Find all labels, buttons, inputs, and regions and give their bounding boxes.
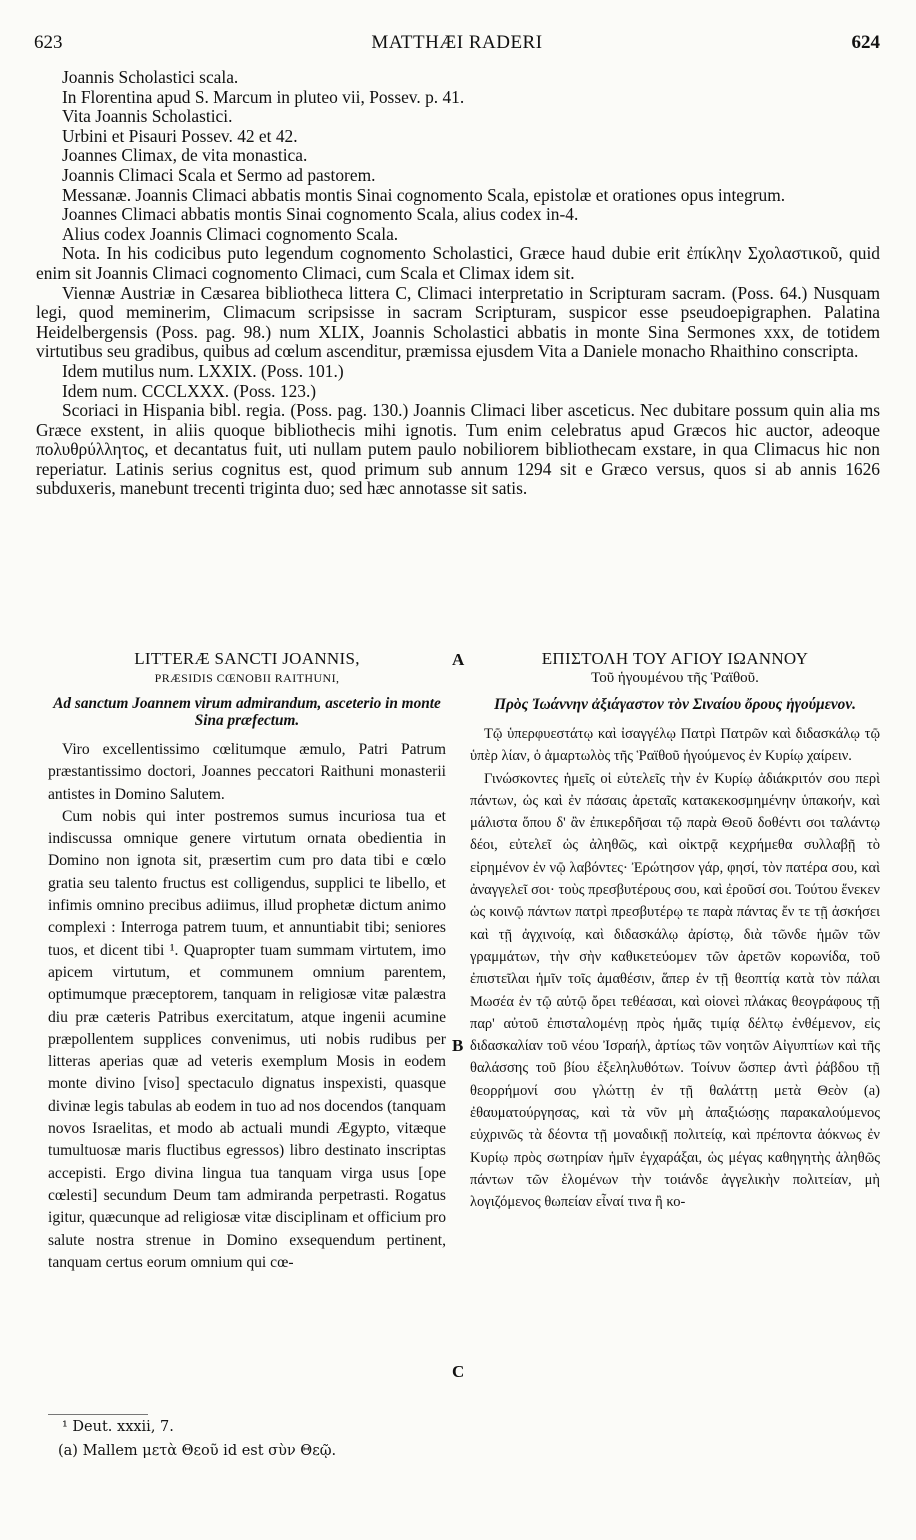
margin-marker-a: A xyxy=(452,650,465,669)
bib-line: Idem num. CCCLXXX. (Poss. 123.) xyxy=(62,380,317,401)
bib-line: Joannis Climaci Scala et Sermo ad pastorem. xyxy=(62,164,376,185)
page-header xyxy=(34,32,880,56)
page-number-right: 624 xyxy=(851,32,880,53)
latin-subtitle: PRÆSIDIS CŒNOBII RAITHUNI, xyxy=(154,671,340,685)
bib-line: In Florentina apud S. Marcum in pluteo vii, Possev. p. 41. xyxy=(62,86,465,107)
bib-line: Vita Joannis Scholastici. xyxy=(62,106,233,127)
latin-body: Cum nobis qui inter postremos sumus incuriosa tua et indiscussa omnique genere virtutum ornata obedientia in Domino non ignota sit, præsertim cum pro data tibi e cœlo gratia seu talento fructus est colligendus, supplici te libello, et infimis omnino precibus adiimus, illud prophetæ dictum animo complexi : Interroga patrem tuum, et annuntiabit tibi; seniores tuos, et dicent tibi ¹. Quapropter tuam summam virtutem, imo apicem virtutum, et communem omnium parentem, optimumque præceptorem, tanquam in religiosæ vitæ palæstra diu præ cæteris Patribus exercitatum, atque ingenii acumine præpollentem supplices convenimus, uti nobis rudibus per litteras aperias quæ ad veteris exemplum Mosis in eodem monte divino [viso] spectaculo dignatus inspexisti, quasque divinæ legis tabulas ab eodem in tuo ad nos docendos (tanquam novos Israelitas, et modo ab actuali mundi Ægypto, vitæque tumultuosæ maris fluctibus egressos) libro destinato inscriptas accepisti. Ergo divina lingua tua tanquam virga usus [ope cœlesti] secundum Deum tam admiranda perpetrasti. Rogatus igitur, quæcunque ad religiosæ vitæ disciplinam et officium pro salute nostra strenue in Domino exsequendum pertinent, tanquam certus eorum omnium qui cœ- xyxy=(48,807,446,1271)
bib-line: Idem mutilus num. LXXIX. (Poss. 101.) xyxy=(62,360,344,381)
greek-column xyxy=(470,648,880,1214)
latin-dedication: Ad sanctum Joannem virum admirandum, asceterio in monte Sina præfectum. xyxy=(53,695,441,729)
bib-line: Joannis Scholastici scala. xyxy=(62,67,239,87)
footnote-divider xyxy=(48,1414,148,1415)
footnotes xyxy=(48,1410,446,1461)
page-number-left: 623 xyxy=(34,32,63,53)
bib-paragraph: Viennæ Austriæ in Cæsarea bibliotheca littera C, Climaci interpretatio in Scripturam sacram. (Poss. 64.) Nusquam legi, quod meminerim, Climacum scripsisse in sacram Scripturam, suspicor esse pseudoepigraphen. Palatina Heidelbergensis (Poss. pag. 98.) num XLIX, Joannis Scholastici abbatis in monte Sina Sermones xxx, de totidem virtutibus seu gradibus, quibus ad cœlum ascenditur, præmissa ejusdem Vita a Daniele monacho Rhaithino conscripta. xyxy=(36,282,880,362)
bib-line: Urbini et Pisauri Possev. 42 et 42. xyxy=(62,125,298,146)
latin-salutation: Viro excellentissimo cœlitumque æmulo, Patri Patrum præstantissimo doctori, Joannes peccatori Raithuni monasterii antistes in Domino Salutem. xyxy=(48,741,446,803)
running-title: MATTHÆI RADERI xyxy=(371,32,543,53)
bibliography-list xyxy=(36,68,880,499)
bib-line: Joannes Climaci abbatis montis Sinai cognomento Scala, alius codex in-4. xyxy=(62,204,579,225)
latin-title: LITTERÆ SANCTI JOANNIS, xyxy=(134,649,360,668)
margin-marker-b: B xyxy=(452,1036,464,1055)
greek-salutation: Τῷ ὑπερφυεστάτῳ καὶ ἰσαγγέλῳ Πατρὶ Πατρῶν καὶ διδασκάλῳ τῷ ὑπὲρ λίαν, ὁ ἁμαρτωλὸς τῆς Ῥαϊθοῦ ἡγούμενος ἐν Κυρίῳ χαίρειν. xyxy=(470,726,880,765)
bib-line: Joannes Climax, de vita monastica. xyxy=(62,145,308,166)
greek-dedication: Πρὸς Ἰωάννην ἀξιάγαστον τὸν Σιναίου ὄρους ἡγούμενον. xyxy=(494,696,856,713)
latin-column xyxy=(48,648,446,1274)
footnote: ¹ Deut. xxxii, 7. xyxy=(62,1419,174,1435)
bib-note: Nota. In his codicibus puto legendum cognomento Scholastici, Græce haud dubie erit ἐπίκλην Σχολαστικοῦ, quid enim sit Joannis Climaci cognomento Climaci, cum Scala et Climax idem sit. xyxy=(36,243,880,283)
bib-line: Messanæ. Joannis Climaci abbatis montis Sinai cognomento Scala, epistolæ et orationes opus integrum. xyxy=(62,184,786,205)
margin-marker-c: C xyxy=(452,1362,465,1381)
greek-title: ΕΠΙΣΤΟΛΗ ΤΟΥ ΑΓΙΟΥ ΙΩΑΝΝΟΥ xyxy=(541,649,809,668)
bib-line: Alius codex Joannis Climaci cognomento Scala. xyxy=(62,223,399,244)
greek-subtitle: Τοῦ ἡγουμένου τῆς Ῥαϊθοῦ. xyxy=(591,670,759,686)
bib-paragraph: Scoriaci in Hispania bibl. regia. (Poss. pag. 130.) Joannis Climaci liber asceticus. Nec dubitare possum quin alia ms Græce exstent, in aliis quoque bibliothecis mihi ignotis. Tum enim celebratus apud Græcos hic auctor, adeoque πολυθρύλλητος, et decantatus fuit, uti nullam putem paulo nobiliorem bibliothecam exstare, in qua Climacus hic non reperiatur. Latinis serius cognitus est, quod primum sub annum 1294 sit e Græco versus, quos si ab annis 1626 subduxeris, manebunt trecenti triginta duo; sed hæc annotasse sit satis. xyxy=(36,400,880,499)
greek-body: Γινώσκοντες ἡμεῖς οἱ εὐτελεῖς τὴν ἐν Κυρίῳ ἀδιάκριτόν σου περὶ πάντων, ὡς καὶ ἐν πάσαις ἀρεταῖς κατακεκοσμημένην ὑπακοήν, καὶ μάλιστα ὅπου δ' ἂν ἐπικερδῆσαι τῷ παρὰ Θεοῦ δοθέντι σοι ταλάντῳ δέοι, εὐτελεῖ ὡς ἀληθῶς, καὶ οἰκτρᾷ κεχρήμεθα συλλαβῇ τὸ εἰρημένον ἐν νῷ λαβόντες· Ἐρώτησον γάρ, φησί, τὸν πατέρα σου, καὶ ἀναγγελεῖ σοι· τοὺς πρεσβυτέρους σου, καὶ ἐροῦσί σοι. Τούτου ἕνεκεν ὡς κοινῷ πάντων πατρὶ πρεσβυτέρῳ τε παρὰ πάντας ἔν τε τῇ ἀσκήσει καὶ τῇ ἀγχινοίᾳ, καὶ διδασκάλῳ ἀρίστῳ, διὰ τῶνδε ἡμῶν τῶν γραμμάτων, τὴν σὴν καθικετεύομεν τῶν ἀρετῶν κορωνίδα, τοῦ ἐπιστεῖλαι ἡμῖν τοῖς ἀμαθέσιν, ἅπερ ἐν τῇ θεοπτίᾳ κατὰ τὸν πάλαι Μωσέα ἐν τῷ αὐτῷ ὄρει τεθέασαι, καὶ οἱονεὶ πλάκας θεογράφους τῇ παρ' αὐτοῦ ἐπισταλομένῃ πρὸς ἡμᾶς τιμίᾳ δέλτῳ ἐνθέμενον, εἰς διδασκαλίαν τοῦ νέου Ἰσραήλ, ἀρτίως τῶν νοητῶν Αἰγυπτίων καὶ τῆς θαλάσσης τοῦ βίου ἐξεληλυθότων. Τοίνυν ὥσπερ ἀντὶ ῥάβδου τῇ θεορρήμονί σου γλώττῃ ἐν τῇ θαλάττῃ μετὰ Θεὸν (a) ἐθαυματούργησας, καὶ τὰ νῦν μὴ ἀπαξιώσῃς παρακαλούμενος εὐχρινῶς τὰ δέοντα τῇ μοναδικῇ πολιτείᾳ, καὶ πρέποντα ἀόκνως ἐν Κυρίῳ πρὸς σωτηρίαν ἡμῖν ἐγχαράξαι, ὡς μέγας καθηγητὴς ἀληθῶς πάντων τῶν ἑλομένων τὴν τοιάνδε ἀγγελικὴν πολιτείαν, μὴ λογιζόμενος θωπείαν εἶναί τινα ἢ κο- xyxy=(470,770,880,1211)
footnote: (a) Mallem μετὰ Θεοῦ id est σὺν Θεῷ. xyxy=(58,1443,337,1459)
